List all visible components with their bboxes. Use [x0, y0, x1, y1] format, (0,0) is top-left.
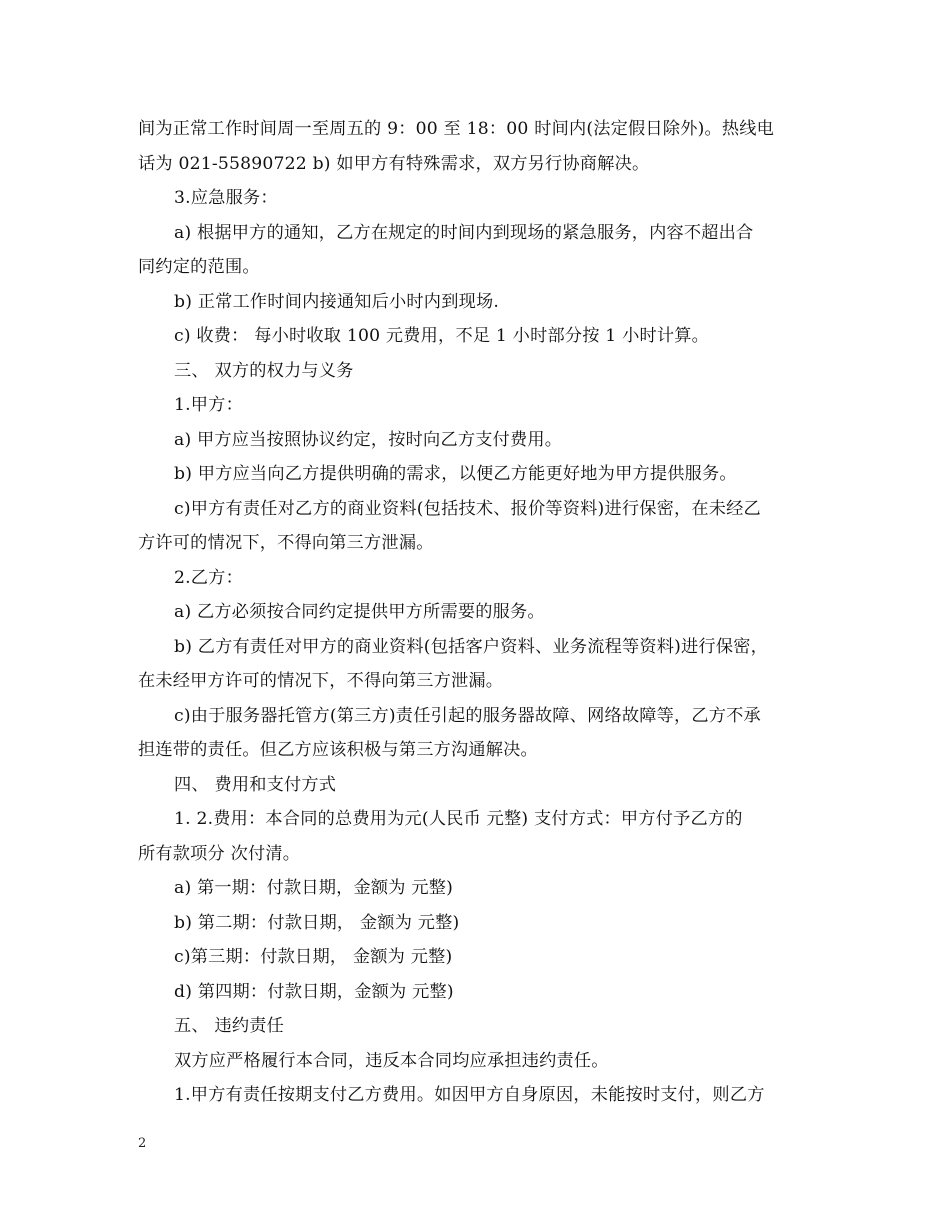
payment-line: a) 第一期：付款日期，金额为 元整) — [174, 878, 454, 898]
payment-line: c)第三期：付款日期， 金额为 元整) — [174, 947, 453, 967]
document-body — [138, 112, 818, 1113]
section-item: 1.甲方： — [174, 395, 243, 415]
body-line: b) 乙方有责任对甲方的商业资料(包括客户资料、业务流程等资料)进行保密， — [174, 636, 768, 657]
body-line: a) 根据甲方的通知，乙方在规定的时间内到现场的紧急服务，内容不超出合 — [174, 222, 754, 243]
payment-line: b) 第二期：付款日期， 金额为 元整) — [174, 912, 460, 933]
body-line: 双方应严格履行本合同，违反本合同均应承担违约责任。 — [174, 1050, 609, 1071]
body-line: c)由于服务器托管方(第三方)责任引起的服务器故障、网络故障等，乙方不承 — [174, 705, 761, 726]
section-heading: 四、 费用和支付方式 — [174, 774, 337, 795]
section-heading: 三、 双方的权力与义务 — [174, 360, 354, 381]
body-line: c) 收费： 每小时收取 100 元费用，不足 1 小时部分按 1 小时计算。 — [174, 326, 710, 346]
body-line: 方许可的情况下，不得向第三方泄漏。 — [138, 533, 434, 553]
body-line: 间为正常工作时间周一至周五的 9：00 至 18：00 时间内(法定假日除外)。热线电 — [138, 119, 775, 139]
body-line: 同约定的范围。 — [138, 257, 260, 277]
section-item: 3.应急服务： — [174, 188, 278, 208]
section-item: 2.乙方： — [174, 567, 243, 588]
body-line: b) 甲方应当向乙方提供明确的需求，以便乙方能更好地为甲方提供服务。 — [174, 464, 737, 484]
body-line: c)甲方有责任对乙方的商业资料(包括技术、报价等资料)进行保密，在未经乙 — [174, 498, 761, 519]
payment-line: d) 第四期：付款日期，金额为 元整) — [174, 981, 454, 1002]
body-line: 在未经甲方许可的情况下，不得向第三方泄漏。 — [138, 671, 504, 691]
body-line: a) 甲方应当按照协议约定，按时向乙方支付费用。 — [174, 429, 563, 450]
body-line: 所有款项分 次付清。 — [138, 843, 301, 864]
body-line: 1. 2.费用：本合同的总费用为元(人民币 元整) 支付方式：甲方付予乙方的 — [174, 809, 743, 829]
body-line: 担连带的责任。但乙方应该积极与第三方沟通解决。 — [138, 740, 538, 760]
body-line: b) 正常工作时间内接通知后小时内到现场. — [174, 291, 500, 312]
page-number: 2 — [138, 1136, 147, 1151]
section-heading: 五、 违约责任 — [174, 1016, 284, 1036]
body-line: a) 乙方必须按合同约定提供甲方所需要的服务。 — [174, 602, 545, 622]
body-line: 话为 021-55890722 b) 如甲方有特殊需求，双方另行协商解决。 — [138, 153, 650, 174]
body-line: 1.甲方有责任按期支付乙方费用。如因甲方自身原因，未能按时支付，则乙方 — [174, 1085, 765, 1105]
